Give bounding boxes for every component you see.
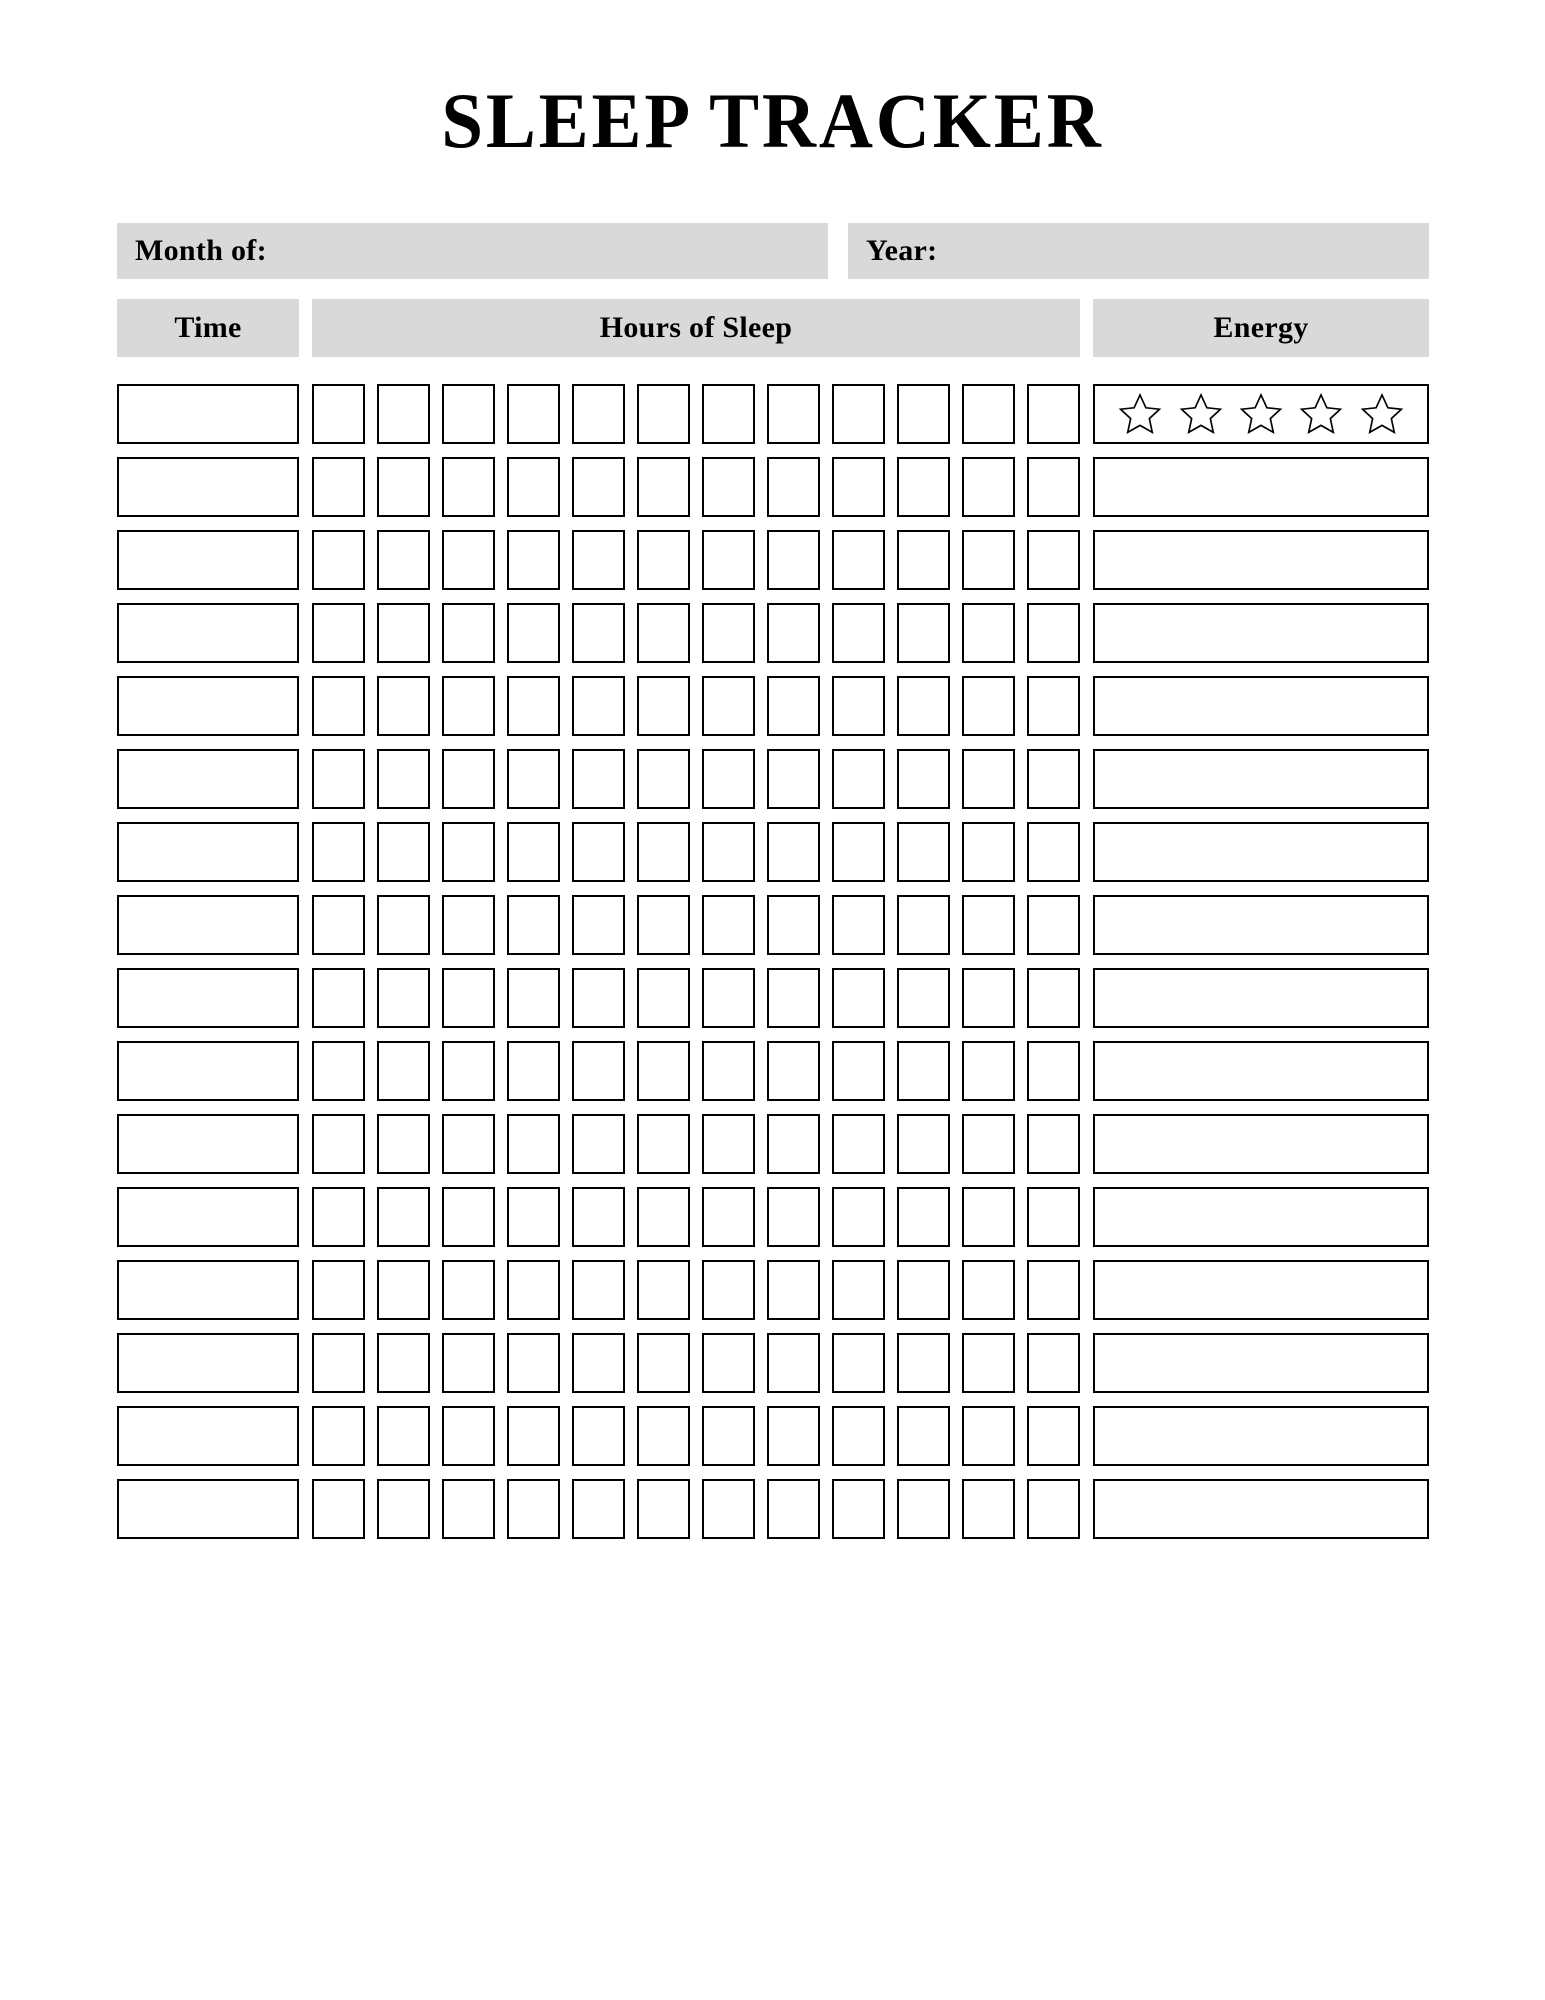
hour-checkbox[interactable]: [962, 1333, 1015, 1393]
hour-checkbox[interactable]: [767, 1479, 820, 1539]
column-header-hours-of-sleep: Hours of Sleep: [312, 299, 1080, 357]
hour-checkbox[interactable]: [962, 1406, 1015, 1466]
hour-checkbox[interactable]: [767, 530, 820, 590]
hour-checkbox[interactable]: [897, 1187, 950, 1247]
table-row: [117, 822, 1429, 882]
hour-checkbox[interactable]: [507, 895, 560, 955]
hour-checkbox[interactable]: [442, 1406, 495, 1466]
hour-checkbox[interactable]: [702, 1479, 755, 1539]
hour-checkbox[interactable]: [377, 968, 430, 1028]
hour-checkbox[interactable]: [312, 676, 365, 736]
hour-checkbox[interactable]: [637, 1114, 690, 1174]
hour-checkbox[interactable]: [897, 895, 950, 955]
hour-checkbox[interactable]: [377, 1187, 430, 1247]
month-of-label: Month of:: [135, 234, 267, 267]
hour-checkbox[interactable]: [1027, 1333, 1080, 1393]
hour-checkbox[interactable]: [572, 384, 625, 444]
hour-checkbox[interactable]: [897, 1041, 950, 1101]
hour-checkbox[interactable]: [832, 457, 885, 517]
hour-checkbox[interactable]: [377, 676, 430, 736]
hour-checkbox[interactable]: [832, 1041, 885, 1101]
hours-of-sleep-group: [312, 822, 1080, 882]
hour-checkbox[interactable]: [507, 822, 560, 882]
hour-checkbox[interactable]: [507, 968, 560, 1028]
hour-checkbox[interactable]: [637, 895, 690, 955]
hour-checkbox[interactable]: [377, 1114, 430, 1174]
hour-checkbox[interactable]: [962, 1479, 1015, 1539]
hour-checkbox[interactable]: [897, 1479, 950, 1539]
hours-of-sleep-group: [312, 530, 1080, 590]
hour-checkbox[interactable]: [312, 1041, 365, 1101]
hour-checkbox[interactable]: [637, 1041, 690, 1101]
hours-of-sleep-group: [312, 1479, 1080, 1539]
energy-rating-cell[interactable]: [1093, 384, 1429, 444]
hour-checkbox[interactable]: [442, 1479, 495, 1539]
hour-checkbox[interactable]: [897, 384, 950, 444]
hours-of-sleep-group: [312, 1041, 1080, 1101]
hour-checkbox[interactable]: [1027, 603, 1080, 663]
hour-checkbox[interactable]: [312, 1406, 365, 1466]
hour-checkbox[interactable]: [637, 676, 690, 736]
hour-checkbox[interactable]: [767, 1114, 820, 1174]
hour-checkbox[interactable]: [962, 1187, 1015, 1247]
hour-checkbox[interactable]: [637, 457, 690, 517]
energy-rating-cell[interactable]: [1093, 530, 1429, 590]
time-input-cell[interactable]: [117, 968, 299, 1028]
hours-of-sleep-group: [312, 1406, 1080, 1466]
hour-checkbox[interactable]: [442, 530, 495, 590]
hour-checkbox[interactable]: [897, 1406, 950, 1466]
hour-checkbox[interactable]: [312, 1333, 365, 1393]
table-row: [117, 676, 1429, 736]
page-title: SLEEP TRACKER: [441, 77, 1104, 164]
hour-checkbox[interactable]: [702, 1187, 755, 1247]
hour-checkbox[interactable]: [832, 384, 885, 444]
hour-checkbox[interactable]: [832, 1114, 885, 1174]
hour-checkbox[interactable]: [442, 676, 495, 736]
hour-checkbox[interactable]: [1027, 1114, 1080, 1174]
hour-checkbox[interactable]: [1027, 1479, 1080, 1539]
time-input-cell[interactable]: [117, 384, 299, 444]
hour-checkbox[interactable]: [507, 1260, 560, 1320]
year-label: Year:: [866, 234, 938, 267]
star-outline-icon[interactable]: [1298, 392, 1344, 436]
time-input-cell[interactable]: [117, 530, 299, 590]
time-input-cell[interactable]: [117, 1406, 299, 1466]
hour-checkbox[interactable]: [637, 1479, 690, 1539]
hour-checkbox[interactable]: [1027, 530, 1080, 590]
hour-checkbox[interactable]: [442, 603, 495, 663]
energy-rating-cell[interactable]: [1093, 749, 1429, 809]
hour-checkbox[interactable]: [507, 457, 560, 517]
hour-checkbox[interactable]: [507, 1187, 560, 1247]
hour-checkbox[interactable]: [377, 530, 430, 590]
hour-checkbox[interactable]: [832, 968, 885, 1028]
hour-checkbox[interactable]: [1027, 968, 1080, 1028]
hour-checkbox[interactable]: [312, 1187, 365, 1247]
hour-checkbox[interactable]: [767, 1406, 820, 1466]
energy-rating-cell[interactable]: [1093, 895, 1429, 955]
hour-checkbox[interactable]: [572, 1333, 625, 1393]
hour-checkbox[interactable]: [637, 530, 690, 590]
hour-checkbox[interactable]: [572, 822, 625, 882]
time-input-cell[interactable]: [117, 676, 299, 736]
hour-checkbox[interactable]: [897, 822, 950, 882]
hour-checkbox[interactable]: [377, 895, 430, 955]
hour-checkbox[interactable]: [1027, 1260, 1080, 1320]
hour-checkbox[interactable]: [312, 822, 365, 882]
hour-checkbox[interactable]: [702, 1333, 755, 1393]
hours-of-sleep-group: [312, 1333, 1080, 1393]
hour-checkbox[interactable]: [507, 1333, 560, 1393]
hour-checkbox[interactable]: [832, 749, 885, 809]
table-row: [117, 457, 1429, 517]
hour-checkbox[interactable]: [767, 749, 820, 809]
energy-rating-cell[interactable]: [1093, 457, 1429, 517]
time-input-cell[interactable]: [117, 895, 299, 955]
hour-checkbox[interactable]: [897, 749, 950, 809]
hour-checkbox[interactable]: [702, 676, 755, 736]
hour-checkbox[interactable]: [897, 676, 950, 736]
energy-rating-cell[interactable]: [1093, 1041, 1429, 1101]
info-fields-row: [117, 223, 1429, 279]
hour-checkbox[interactable]: [572, 1041, 625, 1101]
hour-checkbox[interactable]: [442, 1114, 495, 1174]
hour-checkbox[interactable]: [377, 457, 430, 517]
column-header-time: Time: [117, 299, 299, 357]
hour-checkbox[interactable]: [702, 1406, 755, 1466]
hour-checkbox[interactable]: [702, 1041, 755, 1101]
hours-of-sleep-group: [312, 603, 1080, 663]
hour-checkbox[interactable]: [442, 384, 495, 444]
hour-checkbox[interactable]: [1027, 384, 1080, 444]
hour-checkbox[interactable]: [377, 1333, 430, 1393]
hour-checkbox[interactable]: [702, 530, 755, 590]
hours-of-sleep-group: [312, 457, 1080, 517]
hour-checkbox[interactable]: [312, 603, 365, 663]
hour-checkbox[interactable]: [897, 1114, 950, 1174]
time-input-cell[interactable]: [117, 603, 299, 663]
hour-checkbox[interactable]: [572, 1406, 625, 1466]
time-input-cell[interactable]: [117, 749, 299, 809]
month-of-field[interactable]: [117, 223, 828, 279]
hour-checkbox[interactable]: [637, 1187, 690, 1247]
hour-checkbox[interactable]: [507, 1041, 560, 1101]
hour-checkbox[interactable]: [767, 1333, 820, 1393]
hour-checkbox[interactable]: [1027, 1187, 1080, 1247]
star-outline-icon[interactable]: [1359, 392, 1405, 436]
hours-of-sleep-group: [312, 676, 1080, 736]
hour-checkbox[interactable]: [702, 384, 755, 444]
year-field[interactable]: [848, 223, 1429, 279]
table-row: [117, 1041, 1429, 1101]
hour-checkbox[interactable]: [442, 749, 495, 809]
hour-checkbox[interactable]: [442, 822, 495, 882]
hour-checkbox[interactable]: [442, 895, 495, 955]
time-input-cell[interactable]: [117, 1187, 299, 1247]
hour-checkbox[interactable]: [832, 895, 885, 955]
hour-checkbox[interactable]: [702, 968, 755, 1028]
table-row: [117, 1260, 1429, 1320]
hour-checkbox[interactable]: [832, 676, 885, 736]
time-input-cell[interactable]: [117, 1041, 299, 1101]
hour-checkbox[interactable]: [507, 676, 560, 736]
table-row: [117, 968, 1429, 1028]
hour-checkbox[interactable]: [767, 603, 820, 663]
table-row: [117, 603, 1429, 663]
table-row: [117, 1333, 1429, 1393]
star-outline-icon[interactable]: [1238, 392, 1284, 436]
hour-checkbox[interactable]: [897, 968, 950, 1028]
hour-checkbox[interactable]: [442, 1333, 495, 1393]
energy-rating-cell[interactable]: [1093, 822, 1429, 882]
hour-checkbox[interactable]: [1027, 822, 1080, 882]
hour-checkbox[interactable]: [702, 895, 755, 955]
hour-checkbox[interactable]: [832, 530, 885, 590]
hour-checkbox[interactable]: [377, 1041, 430, 1101]
hour-checkbox[interactable]: [507, 749, 560, 809]
hour-checkbox[interactable]: [702, 457, 755, 517]
hour-checkbox[interactable]: [637, 749, 690, 809]
hour-checkbox[interactable]: [377, 1479, 430, 1539]
energy-rating-cell[interactable]: [1093, 1479, 1429, 1539]
hour-checkbox[interactable]: [767, 1041, 820, 1101]
hour-checkbox[interactable]: [377, 1260, 430, 1320]
hour-checkbox[interactable]: [637, 1406, 690, 1466]
time-input-cell[interactable]: [117, 457, 299, 517]
hour-checkbox[interactable]: [767, 968, 820, 1028]
hour-checkbox[interactable]: [702, 603, 755, 663]
column-header-energy: Energy: [1093, 299, 1429, 357]
energy-rating-cell[interactable]: [1093, 1333, 1429, 1393]
hour-checkbox[interactable]: [832, 1406, 885, 1466]
hour-checkbox[interactable]: [507, 1114, 560, 1174]
hour-checkbox[interactable]: [897, 1333, 950, 1393]
hour-checkbox[interactable]: [832, 1187, 885, 1247]
hour-checkbox[interactable]: [962, 603, 1015, 663]
hour-checkbox[interactable]: [572, 530, 625, 590]
hour-checkbox[interactable]: [572, 1479, 625, 1539]
hour-checkbox[interactable]: [442, 1041, 495, 1101]
time-input-cell[interactable]: [117, 822, 299, 882]
hour-checkbox[interactable]: [897, 457, 950, 517]
energy-rating-cell[interactable]: [1093, 1406, 1429, 1466]
hour-checkbox[interactable]: [312, 1260, 365, 1320]
hour-checkbox[interactable]: [1027, 1406, 1080, 1466]
hour-checkbox[interactable]: [507, 603, 560, 663]
hour-checkbox[interactable]: [767, 895, 820, 955]
hour-checkbox[interactable]: [962, 384, 1015, 444]
hour-checkbox[interactable]: [962, 822, 1015, 882]
hour-checkbox[interactable]: [572, 603, 625, 663]
hour-checkbox[interactable]: [832, 603, 885, 663]
hour-checkbox[interactable]: [572, 676, 625, 736]
hour-checkbox[interactable]: [1027, 457, 1080, 517]
hour-checkbox[interactable]: [767, 384, 820, 444]
hour-checkbox[interactable]: [377, 384, 430, 444]
hour-checkbox[interactable]: [1027, 1041, 1080, 1101]
hour-checkbox[interactable]: [312, 968, 365, 1028]
hour-checkbox[interactable]: [312, 384, 365, 444]
hour-checkbox[interactable]: [572, 749, 625, 809]
hour-checkbox[interactable]: [572, 1187, 625, 1247]
hour-checkbox[interactable]: [897, 530, 950, 590]
hour-checkbox[interactable]: [507, 1406, 560, 1466]
energy-rating-cell[interactable]: [1093, 676, 1429, 736]
hour-checkbox[interactable]: [637, 384, 690, 444]
hour-checkbox[interactable]: [442, 1187, 495, 1247]
hour-checkbox[interactable]: [832, 1260, 885, 1320]
time-input-cell[interactable]: [117, 1260, 299, 1320]
hour-checkbox[interactable]: [442, 968, 495, 1028]
time-input-cell[interactable]: [117, 1479, 299, 1539]
hour-checkbox[interactable]: [442, 1260, 495, 1320]
hour-checkbox[interactable]: [897, 603, 950, 663]
hour-checkbox[interactable]: [767, 676, 820, 736]
table-row: [117, 530, 1429, 590]
hour-checkbox[interactable]: [962, 1041, 1015, 1101]
hour-checkbox[interactable]: [312, 749, 365, 809]
hours-of-sleep-group: [312, 1187, 1080, 1247]
hour-checkbox[interactable]: [507, 1479, 560, 1539]
hour-checkbox[interactable]: [962, 895, 1015, 955]
table-header-row: [117, 299, 1429, 357]
hour-checkbox[interactable]: [442, 457, 495, 517]
hour-checkbox[interactable]: [702, 1114, 755, 1174]
hour-checkbox[interactable]: [767, 1187, 820, 1247]
hours-of-sleep-group: [312, 1114, 1080, 1174]
hour-checkbox[interactable]: [572, 457, 625, 517]
hour-checkbox[interactable]: [572, 968, 625, 1028]
hour-checkbox[interactable]: [572, 1114, 625, 1174]
star-outline-icon[interactable]: [1178, 392, 1224, 436]
hour-checkbox[interactable]: [962, 676, 1015, 736]
hours-of-sleep-group: [312, 895, 1080, 955]
table-body: [117, 384, 1429, 1552]
hour-checkbox[interactable]: [377, 822, 430, 882]
hour-checkbox[interactable]: [637, 822, 690, 882]
hour-checkbox[interactable]: [637, 603, 690, 663]
hour-checkbox[interactable]: [962, 1114, 1015, 1174]
hour-checkbox[interactable]: [312, 895, 365, 955]
hour-checkbox[interactable]: [1027, 749, 1080, 809]
hour-checkbox[interactable]: [962, 968, 1015, 1028]
energy-rating-cell[interactable]: [1093, 968, 1429, 1028]
time-input-cell[interactable]: [117, 1114, 299, 1174]
hour-checkbox[interactable]: [572, 895, 625, 955]
table-row: [117, 1406, 1429, 1466]
hour-checkbox[interactable]: [312, 1114, 365, 1174]
hour-checkbox[interactable]: [832, 1333, 885, 1393]
hour-checkbox[interactable]: [377, 603, 430, 663]
table-row: [117, 1114, 1429, 1174]
hours-of-sleep-group: [312, 749, 1080, 809]
hour-checkbox[interactable]: [377, 1406, 430, 1466]
hour-checkbox[interactable]: [832, 822, 885, 882]
hour-checkbox[interactable]: [767, 822, 820, 882]
hour-checkbox[interactable]: [507, 530, 560, 590]
hour-checkbox[interactable]: [897, 1260, 950, 1320]
hour-checkbox[interactable]: [962, 1260, 1015, 1320]
hour-checkbox[interactable]: [377, 749, 430, 809]
table-row: [117, 895, 1429, 955]
hour-checkbox[interactable]: [1027, 676, 1080, 736]
hour-checkbox[interactable]: [962, 749, 1015, 809]
hour-checkbox[interactable]: [702, 749, 755, 809]
hour-checkbox[interactable]: [572, 1260, 625, 1320]
table-row: [117, 1479, 1429, 1539]
table-row: [117, 384, 1429, 444]
hour-checkbox[interactable]: [767, 457, 820, 517]
hour-checkbox[interactable]: [702, 1260, 755, 1320]
energy-rating-cell[interactable]: [1093, 1187, 1429, 1247]
hour-checkbox[interactable]: [507, 384, 560, 444]
energy-rating-cell[interactable]: [1093, 1114, 1429, 1174]
energy-rating-cell[interactable]: [1093, 1260, 1429, 1320]
time-input-cell[interactable]: [117, 1333, 299, 1393]
hour-checkbox[interactable]: [637, 1260, 690, 1320]
hour-checkbox[interactable]: [637, 968, 690, 1028]
hour-checkbox[interactable]: [312, 457, 365, 517]
hour-checkbox[interactable]: [312, 530, 365, 590]
hour-checkbox[interactable]: [767, 1260, 820, 1320]
star-outline-icon[interactable]: [1117, 392, 1163, 436]
hour-checkbox[interactable]: [962, 530, 1015, 590]
hour-checkbox[interactable]: [962, 457, 1015, 517]
table-row: [117, 749, 1429, 809]
hour-checkbox[interactable]: [1027, 895, 1080, 955]
table-row: [117, 1187, 1429, 1247]
hour-checkbox[interactable]: [312, 1479, 365, 1539]
hour-checkbox[interactable]: [637, 1333, 690, 1393]
hours-of-sleep-group: [312, 1260, 1080, 1320]
energy-rating-cell[interactable]: [1093, 603, 1429, 663]
hour-checkbox[interactable]: [702, 822, 755, 882]
hour-checkbox[interactable]: [832, 1479, 885, 1539]
hours-of-sleep-group: [312, 968, 1080, 1028]
hours-of-sleep-group: [312, 384, 1080, 444]
